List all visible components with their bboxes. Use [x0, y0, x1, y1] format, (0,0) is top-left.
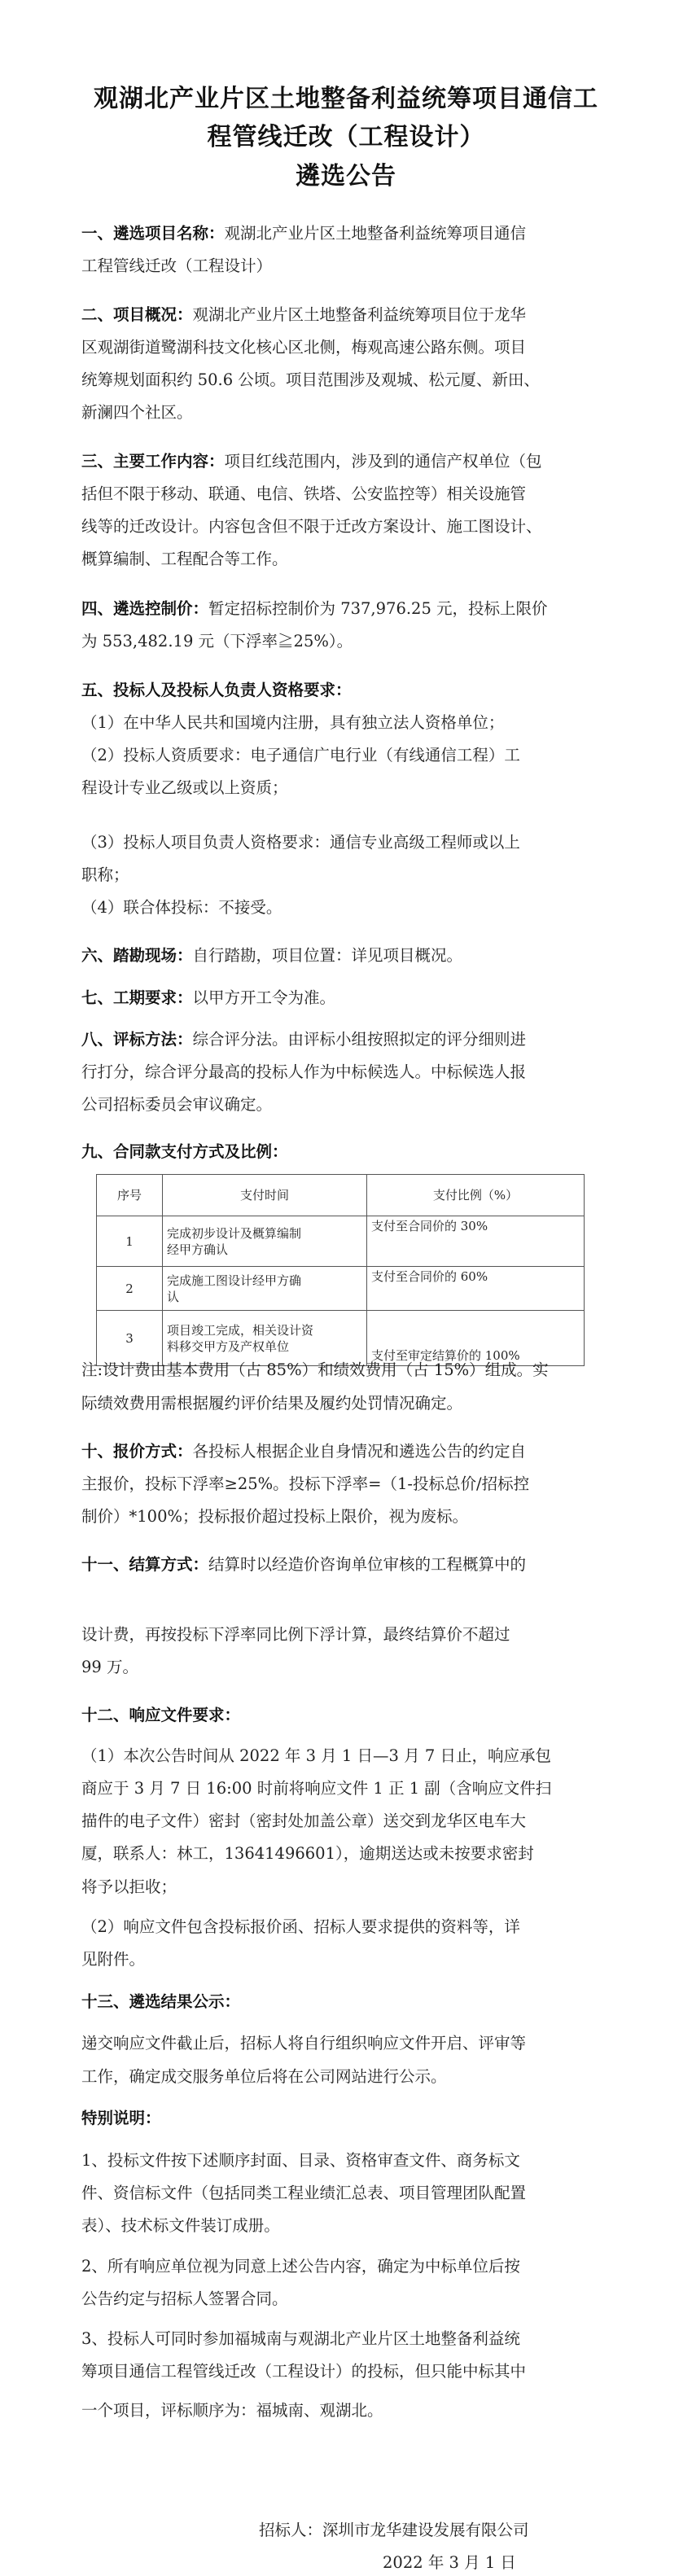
section-8-heading: 八、评标方法： — [81, 1029, 193, 1049]
section-11-settlement: 十一、结算方式：结算时以经造价咨询单位审核的工程概算中的 — [81, 1555, 527, 1575]
section-3-line: 概算编制、工程配合等工作。 — [81, 550, 288, 569]
section-2-line: 区观湖街道鹭湖科技文化核心区北侧，梅观高速公路东侧。项目 — [81, 337, 527, 357]
section-7-duration: 七、工期要求：以甲方开工令为准。 — [81, 988, 336, 1007]
section-11-line: 99 万。 — [81, 1658, 139, 1677]
section-5-item: （2）投标人资质要求：电子通信广电行业（有线通信工程）工 — [81, 746, 520, 765]
section-3-line: 线等的迁改设计。内容包含但不限于迁改方案设计、施工图设计、 — [81, 517, 542, 537]
section-2-heading: 二、项目概况： — [81, 304, 193, 324]
special-note-line: 2、所有响应单位视为同意上述公告内容，确定为中标单位后按 — [81, 2256, 520, 2276]
section-12-line: （2）响应文件包含投标报价函、招标人要求提供的资料等，详 — [81, 1917, 520, 1937]
table-cell: 1 — [97, 1216, 163, 1267]
table-cell: 支付至合同价的 30% — [367, 1216, 585, 1267]
section-11-heading: 十一、结算方式： — [81, 1555, 209, 1575]
special-note-line: 公告约定与招标人签署合同。 — [81, 2289, 288, 2308]
special-note-line: 表）、技术标文件装订成册。 — [81, 2215, 280, 2235]
section-10-line: 主报价，投标下浮率≥25%。投标下浮率=（1-投标总价/招标控 — [81, 1474, 530, 1493]
title-line-1: 观湖北产业片区土地整备利益统筹项目通信工 — [94, 84, 598, 113]
table-cell: 2 — [97, 1267, 163, 1311]
section-2-line: 新澜四个社区。 — [81, 402, 193, 422]
table-cell: 完成初步设计及概算编制 经甲方确认 — [163, 1216, 367, 1267]
section-8-line: 行打分，综合评分最高的投标人作为中标候选人。中标候选人报 — [81, 1062, 527, 1081]
section-3-heading: 三、主要工作内容： — [81, 452, 225, 471]
special-note-line: 筹项目通信工程管线迁改（工程设计）的投标，但只能中标其中 — [81, 2362, 527, 2381]
special-note-line: 件、资信标文件（包括同类工程业绩汇总表、项目管理团队配置 — [81, 2183, 527, 2202]
section-7-heading: 七、工期要求： — [81, 988, 193, 1007]
table-cell: 项目竣工完成，相关设计资 料移交甲方及产权单位 — [163, 1311, 367, 1366]
table-cell: 完成施工图设计经甲方确 认 — [163, 1267, 367, 1311]
section-12-line: 描件的电子文件）密封（密封处加盖公章）送交到龙华区电车大 — [81, 1812, 527, 1831]
table-row — [97, 1267, 585, 1311]
section-4-line: 为 553,482.19 元（下浮率≧25%）。 — [81, 631, 353, 651]
table-note: 注:设计费由基本费用（占 85%）和绩效费用（占 15%）组成。实 — [81, 1360, 549, 1380]
section-8-line: 公司招标委员会审议确定。 — [81, 1094, 273, 1114]
section-5-item: 职称； — [81, 865, 129, 885]
section-12-line: 将予以拒收； — [81, 1877, 177, 1896]
issue-date: 2022 年 3 月 1 日 — [383, 2553, 516, 2572]
table-cell: 支付至审定结算价的 100% — [367, 1311, 585, 1366]
table-cell: 3 — [97, 1311, 163, 1366]
section-12-line: 厦，联系人：林工，13641496601），逾期送达或未按要求密封 — [81, 1844, 534, 1864]
section-4-control-price: 四、遴选控制价：暂定招标控制价为 737,976.25 元，投标上限价 — [81, 598, 548, 618]
section-12-line: （1）本次公告时间从 2022 年 3 月 1 日—3 月 7 日止，响应承包 — [81, 1746, 551, 1766]
section-5-heading: 五、投标人及投标人负责人资格要求： — [81, 680, 352, 699]
section-6-heading: 六、踏勘现场： — [81, 946, 193, 966]
table-row — [97, 1216, 585, 1267]
title-line-2: 程管线迁改（工程设计） — [207, 123, 485, 152]
section-1-project-name: 一、遴选项目名称：观湖北产业片区土地整备利益统筹项目通信 — [81, 224, 527, 243]
table-header: 序号 — [97, 1175, 163, 1216]
table-cell: 支付至合同价的 60% — [367, 1267, 585, 1311]
section-5-item: 程设计专业乙级或以上资质； — [81, 778, 288, 798]
section-5-item: （4）联合体投标：不接受。 — [81, 898, 282, 918]
table-header: 支付比例（%） — [367, 1175, 585, 1216]
section-12-line: 见附件。 — [81, 1950, 146, 1969]
section-12-heading: 十二、响应文件要求： — [81, 1706, 241, 1725]
table-header: 支付时间 — [163, 1175, 367, 1216]
section-13-line: 递交响应文件截止后，招标人将自行组织响应文件开启、评审等 — [81, 2034, 527, 2053]
section-8-evaluation: 八、评标方法：综合评分法。由评标小组按照拟定的评分细则进 — [81, 1029, 527, 1049]
section-12-line: 商应于 3 月 7 日 16:00 时前将响应文件 1 正 1 副（含响应文件扫 — [81, 1779, 552, 1798]
section-3-work-content: 三、主要工作内容：项目红线范围内，涉及到的通信产权单位（包 — [81, 452, 542, 471]
issuer-name: 招标人：深圳市龙华建设发展有限公司 — [259, 2521, 529, 2539]
section-5-item: （1）在中华人民共和国境内注册，具有独立法人资格单位； — [81, 712, 505, 732]
section-10-quotation: 十、报价方式：各投标人根据企业自身情况和遴选公告的约定自 — [81, 1441, 527, 1461]
section-1-heading: 一、遴选项目名称： — [81, 224, 225, 243]
special-notes-heading: 特别说明： — [81, 2109, 161, 2128]
table-note: 际绩效费用需根据履约评价结果及履约处罚情况确定。 — [81, 1393, 463, 1413]
section-1-line: 工程管线迁改（工程设计） — [81, 256, 273, 276]
payment-table — [96, 1174, 585, 1366]
section-9-heading: 九、合同款支付方式及比例： — [81, 1142, 288, 1162]
special-note-line: 1、投标文件按下述顺序封面、目录、资格审查文件、商务标文 — [81, 2150, 520, 2170]
special-note-line: 3、投标人可同时参加福城南与观湖北产业片区土地整备利益统 — [81, 2329, 520, 2349]
section-2-line: 统筹规划面积约 50.6 公顷。项目范围涉及观城、松元厦、新田、 — [81, 370, 540, 389]
section-13-line: 工作，确定成交服务单位后将在公司网站进行公示。 — [81, 2066, 447, 2086]
section-2-overview: 二、项目概况：观湖北产业片区土地整备利益统筹项目位于龙华 — [81, 304, 527, 324]
section-4-heading: 四、遴选控制价： — [81, 598, 209, 618]
section-3-line: 括但不限于移动、联通、电信、铁塔、公安监控等）相关设施管 — [81, 484, 527, 504]
special-note-line: 一个项目，评标顺序为：福城南、观湖北。 — [81, 2401, 383, 2420]
section-10-line: 制价）*100%；投标报价超过投标上限价，视为废标。 — [81, 1506, 468, 1526]
table-header-row — [97, 1175, 585, 1216]
section-10-heading: 十、报价方式： — [81, 1441, 193, 1461]
section-13-heading: 十三、遴选结果公示： — [81, 1991, 241, 2011]
title-line-3: 遴选公告 — [296, 162, 396, 191]
section-6-site-visit: 六、踏勘现场：自行踏勘，项目位置：详见项目概况。 — [81, 946, 463, 966]
section-5-item: （3）投标人项目负责人资格要求：通信专业高级工程师或以上 — [81, 832, 520, 852]
section-11-line: 设计费，再按投标下浮率同比例下浮计算，最终结算价不超过 — [81, 1625, 510, 1645]
